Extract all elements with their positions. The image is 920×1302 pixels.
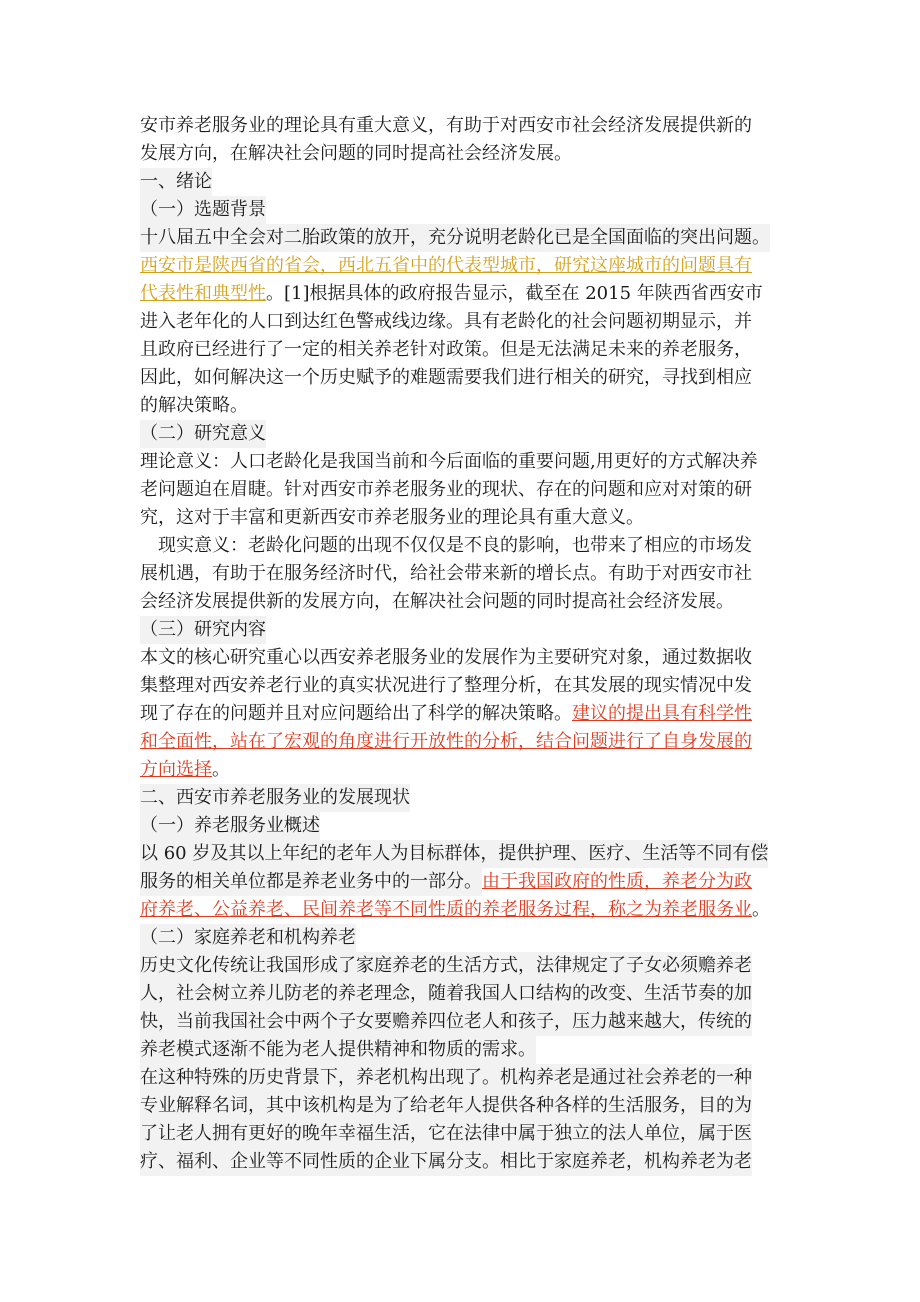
text-line: 。 <box>212 759 230 780</box>
text-line: 。 <box>752 899 770 920</box>
section-heading <box>140 168 820 196</box>
paragraph-line <box>140 1036 820 1064</box>
highlighted-text[interactable]: 代表性和典型性 <box>140 283 266 304</box>
text-line: 本文的核心研究重心以西安养老服务业的发展作为主要研究对象，通过数据收 <box>140 647 752 668</box>
text-line: 服务的相关单位都是养老业务中的一部分。 <box>140 868 482 896</box>
text-line: 。[1]根据具体的政府报告显示，截至在 2015 年陕西省西安市 <box>266 283 763 304</box>
heading-text: （二）家庭养老和机构养老 <box>140 924 356 952</box>
text-line: 养老模式逐渐不能为老人提供精神和物质的需求。 <box>140 1036 536 1064</box>
paragraph-line <box>140 1064 820 1092</box>
paragraph-line <box>140 112 820 140</box>
paragraph-line <box>140 700 820 728</box>
text-line: 现实意义：老龄化问题的出现不仅仅是不良的影响，也带来了相应的市场发 <box>158 535 752 556</box>
paragraph-line <box>140 840 820 868</box>
paragraph-line <box>140 588 820 616</box>
text-line: 历史文化传统让我国形成了家庭养老的生活方式，法律规定了子女必须赡养老 <box>140 952 752 980</box>
paragraph-line <box>140 252 820 280</box>
text-line: 现了存在的问题并且对应问题给出了科学的解决策略。 <box>140 703 572 724</box>
paragraph-line <box>140 280 820 308</box>
text-line: 究，这对于丰富和更新西安市养老服务业的理论具有重大意义。 <box>140 507 644 528</box>
paragraph-line <box>140 532 820 560</box>
text-line: 了让老人拥有更好的晚年幸福生活，它在法律中属于独立的法人单位，属于医 <box>140 1120 752 1148</box>
heading-text: （三）研究内容 <box>140 616 266 644</box>
heading-text: 二、西安市养老服务业的发展现状 <box>140 784 410 812</box>
document-page <box>140 112 820 1176</box>
paragraph-line <box>140 308 820 336</box>
highlighted-text[interactable]: 方向选择 <box>140 759 212 780</box>
heading-text: 一、绪论 <box>140 168 212 196</box>
heading-text: （一）选题背景 <box>140 196 266 224</box>
highlighted-text[interactable]: 府养老、公益养老、民间养老等不同性质的养老服务过程，称之为养老服务业 <box>140 899 752 920</box>
text-line: 专业解释名词，其中该机构是为了给老年人提供各种各样的生活服务，目的为 <box>140 1092 752 1120</box>
subsection-heading <box>140 924 820 952</box>
paragraph-line <box>140 448 820 476</box>
paragraph-line <box>140 1092 820 1120</box>
text-line: 因此，如何解决这一个历史赋予的难题需要我们进行相关的研究，寻找到相应 <box>140 367 752 388</box>
paragraph-line <box>140 756 820 784</box>
highlighted-text[interactable]: 西安市是陕西省的省会，西北五省中的代表型城市，研究这座城市的问题具有 <box>140 255 752 276</box>
subsection-heading <box>140 420 820 448</box>
section-heading <box>140 784 820 812</box>
paragraph-line <box>140 1148 820 1176</box>
paragraph-line <box>140 476 820 504</box>
highlighted-text[interactable]: 和全面性，站在了宏观的角度进行开放性的分析，结合问题进行了自身发展的 <box>140 731 752 752</box>
text-line: 以 60 岁及其以上年纪的老年人为目标群体，提供护理、医疗、生活等不同有偿 <box>140 840 768 868</box>
paragraph-line <box>140 1008 820 1036</box>
text-line: 疗、福利、企业等不同性质的企业下属分支。相比于家庭养老，机构养老为老 <box>140 1148 752 1176</box>
paragraph-line <box>140 896 820 924</box>
text-line: 快，当前我国社会中两个子女要赡养四位老人和孩子，压力越来越大，传统的 <box>140 1008 752 1036</box>
paragraph-line <box>140 504 820 532</box>
paragraph-line <box>140 336 820 364</box>
paragraph-line <box>140 364 820 392</box>
subsection-heading <box>140 196 820 224</box>
paragraph-line <box>140 868 820 896</box>
heading-text: （二）研究意义 <box>140 420 266 448</box>
highlighted-text[interactable]: 由于我国政府的性质，养老分为政 <box>482 871 752 892</box>
paragraph-line <box>140 980 820 1008</box>
text-line: 进入老年化的人口到达红色警戒线边缘。具有老龄化的社会问题初期显示，并 <box>140 311 752 332</box>
text-line: 集整理对西安养老行业的真实状况进行了整理分析，在其发展的现实情况中发 <box>140 675 752 696</box>
paragraph-line <box>140 140 820 168</box>
paragraph-line <box>140 224 820 252</box>
subsection-heading <box>140 812 820 840</box>
highlighted-text[interactable]: 建议的提出具有科学性 <box>572 703 752 724</box>
heading-text: （一）养老服务业概述 <box>140 812 320 840</box>
text-line: 展机遇，有助于在服务经济时代，给社会带来新的增长点。有助于对西安市社 <box>140 563 752 584</box>
paragraph-line <box>140 728 820 756</box>
paragraph-line <box>140 672 820 700</box>
paragraph-line <box>140 560 820 588</box>
text-line: 安市养老服务业的理论具有重大意义，有助于对西安市社会经济发展提供新的 <box>140 115 752 136</box>
text-line: 在这种特殊的历史背景下，养老机构出现了。机构养老是通过社会养老的一种 <box>140 1064 752 1092</box>
paragraph-line <box>140 644 820 672</box>
text-line: 会经济发展提供新的发展方向，在解决社会问题的同时提高社会经济发展。 <box>140 591 734 612</box>
text-line: 人，社会树立养儿防老的养老理念，随着我国人口结构的改变、生活节奏的加 <box>140 980 752 1008</box>
text-line: 老问题迫在眉睫。针对西安市养老服务业的现状、存在的问题和应对对策的研 <box>140 479 752 500</box>
text-line: 理论意义：人口老龄化是我国当前和今后面临的重要问题,用更好的方式解决养 <box>140 451 758 472</box>
paragraph-line <box>140 952 820 980</box>
text-line: 十八届五中全会对二胎政策的放开，充分说明老龄化已是全国面临的突出问题。 <box>140 224 770 252</box>
text-line: 发展方向，在解决社会问题的同时提高社会经济发展。 <box>140 143 572 164</box>
text-line: 且政府已经进行了一定的相关养老针对政策。但是无法满足未来的养老服务， <box>140 339 752 360</box>
paragraph-line <box>140 1120 820 1148</box>
text-line: 的解决策略。 <box>140 395 248 416</box>
subsection-heading <box>140 616 820 644</box>
paragraph-line <box>140 392 820 420</box>
